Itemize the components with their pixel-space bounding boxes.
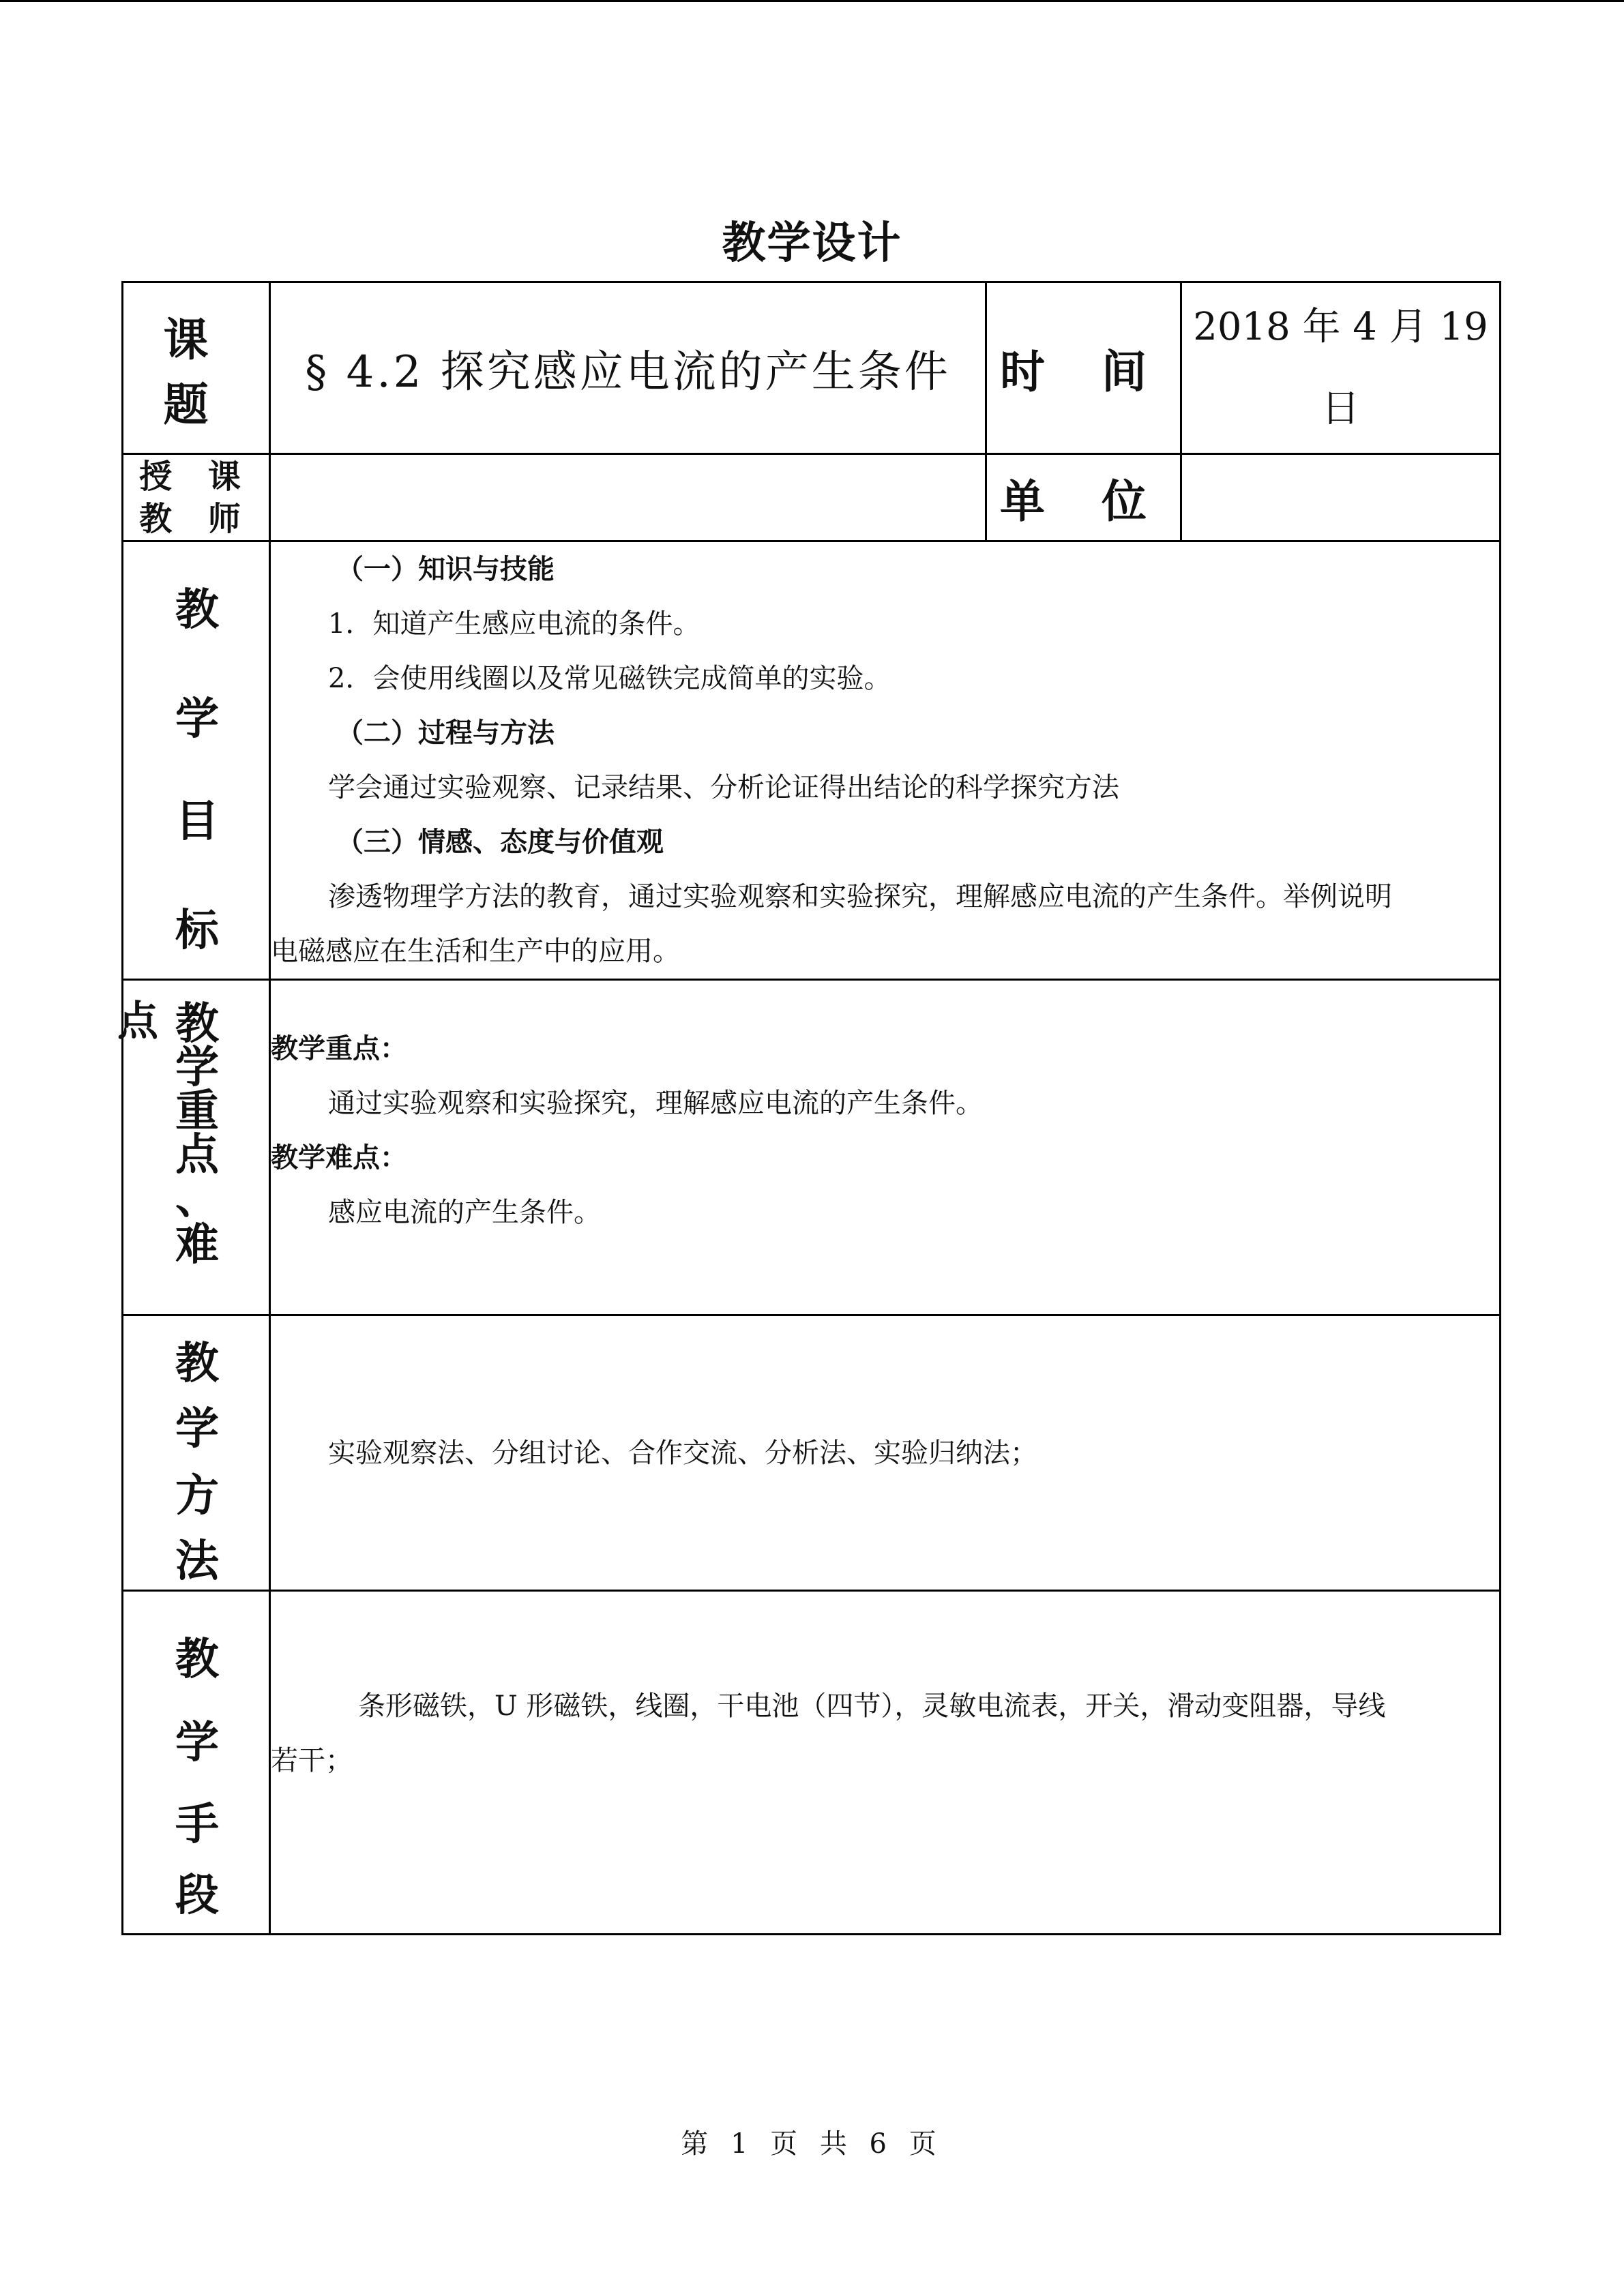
objectives-item2: 2．会使用线圈以及常见磁铁完成简单的实验。 <box>328 663 891 694</box>
objectives-label-char: 目 <box>175 796 219 847</box>
methods-label <box>123 1315 270 1591</box>
tools-line1: 条形磁铁，U 形磁铁，线圈，干电池（四节），灵敏电流表，开关，滑动变阻器，导线 <box>358 1690 1386 1722</box>
methods-content <box>270 1315 1501 1591</box>
page-top-border <box>0 0 1624 2</box>
methods-label-char: 学 <box>175 1404 219 1455</box>
key-points-row <box>123 980 1501 1315</box>
objectives-process-text: 学会通过实验观察、记录结果、分析论证得出结论的科学探究方法 <box>328 772 1119 803</box>
tools-label-char: 学 <box>175 1718 219 1768</box>
objectives-label-char: 学 <box>175 694 219 745</box>
topic-row <box>123 282 1501 454</box>
difficult-point-title: 教学难点： <box>271 1142 407 1174</box>
page-footer: 第 1 页 共 6 页 <box>681 2128 943 2160</box>
key-points-content <box>270 980 1501 1315</box>
topic-label: 课 题 <box>123 282 270 454</box>
objectives-section2-title: （二）过程与方法 <box>336 717 555 749</box>
lesson-plan-table <box>121 281 1501 1935</box>
tools-line2: 若干； <box>271 1745 353 1776</box>
key-point-title: 教学重点： <box>271 1033 407 1064</box>
key-points-label-char: 、 <box>175 1174 219 1224</box>
unit-value <box>1181 454 1501 541</box>
difficult-point-text: 感应电流的产生条件。 <box>328 1197 601 1228</box>
methods-label-char: 方 <box>175 1471 219 1521</box>
key-points-label-char: 难 <box>175 1220 219 1270</box>
tools-label-char: 手 <box>175 1800 219 1850</box>
objectives-row <box>123 541 1501 980</box>
key-point-text: 通过实验观察和实验探究，理解感应电流的产生条件。 <box>328 1088 983 1119</box>
objectives-label-char: 标 <box>175 906 219 956</box>
methods-text: 实验观察法、分组讨论、合作交流、分析法、实验归纳法； <box>328 1437 1037 1469</box>
tools-label-char: 教 <box>175 1635 219 1685</box>
objectives-item1: 1．知道产生感应电流的条件。 <box>328 608 700 640</box>
key-points-label-char: 重 <box>175 1086 219 1137</box>
time-value-line2: 日 <box>1321 386 1360 431</box>
tools-label-char: 段 <box>175 1870 219 1921</box>
methods-row <box>123 1315 1501 1591</box>
objectives-section3-title: （三）情感、态度与价值观 <box>336 826 664 858</box>
objectives-attitude-line2: 电磁感应在生活和生产中的应用。 <box>271 936 680 967</box>
objectives-label <box>123 541 270 980</box>
objectives-section1-title: （一）知识与技能 <box>336 554 555 585</box>
teacher-value <box>270 454 986 541</box>
key-points-label-char: 教 <box>175 999 219 1049</box>
tools-row <box>123 1591 1501 1935</box>
teacher-label-line2: 教 师 <box>139 499 253 538</box>
topic-value: § 4.2 探究感应电流的产生条件 <box>270 282 986 454</box>
unit-label: 单 位 <box>986 454 1181 541</box>
time-value-line1: 2018 年 4 月 19 <box>1193 304 1488 349</box>
teacher-row <box>123 454 1501 541</box>
key-points-label-char: 学 <box>175 1043 219 1093</box>
objectives-content <box>270 541 1501 980</box>
time-value <box>1181 282 1501 454</box>
methods-label-char: 法 <box>175 1536 219 1587</box>
tools-content <box>270 1591 1501 1935</box>
teacher-label <box>123 454 270 541</box>
time-label: 时 间 <box>986 282 1181 454</box>
objectives-attitude-line1: 渗透物理学方法的教育，通过实验观察和实验探究，理解感应电流的产生条件。举例说明 <box>328 881 1392 912</box>
document-title: 教学设计 <box>722 218 902 269</box>
stray-overflow-char: 点 <box>117 998 158 1045</box>
methods-label-char: 教 <box>175 1339 219 1389</box>
teacher-label-line1: 授 课 <box>139 457 253 496</box>
tools-label <box>123 1591 270 1935</box>
objectives-label-char: 教 <box>175 585 219 636</box>
key-points-label-char: 点 <box>175 1130 219 1180</box>
